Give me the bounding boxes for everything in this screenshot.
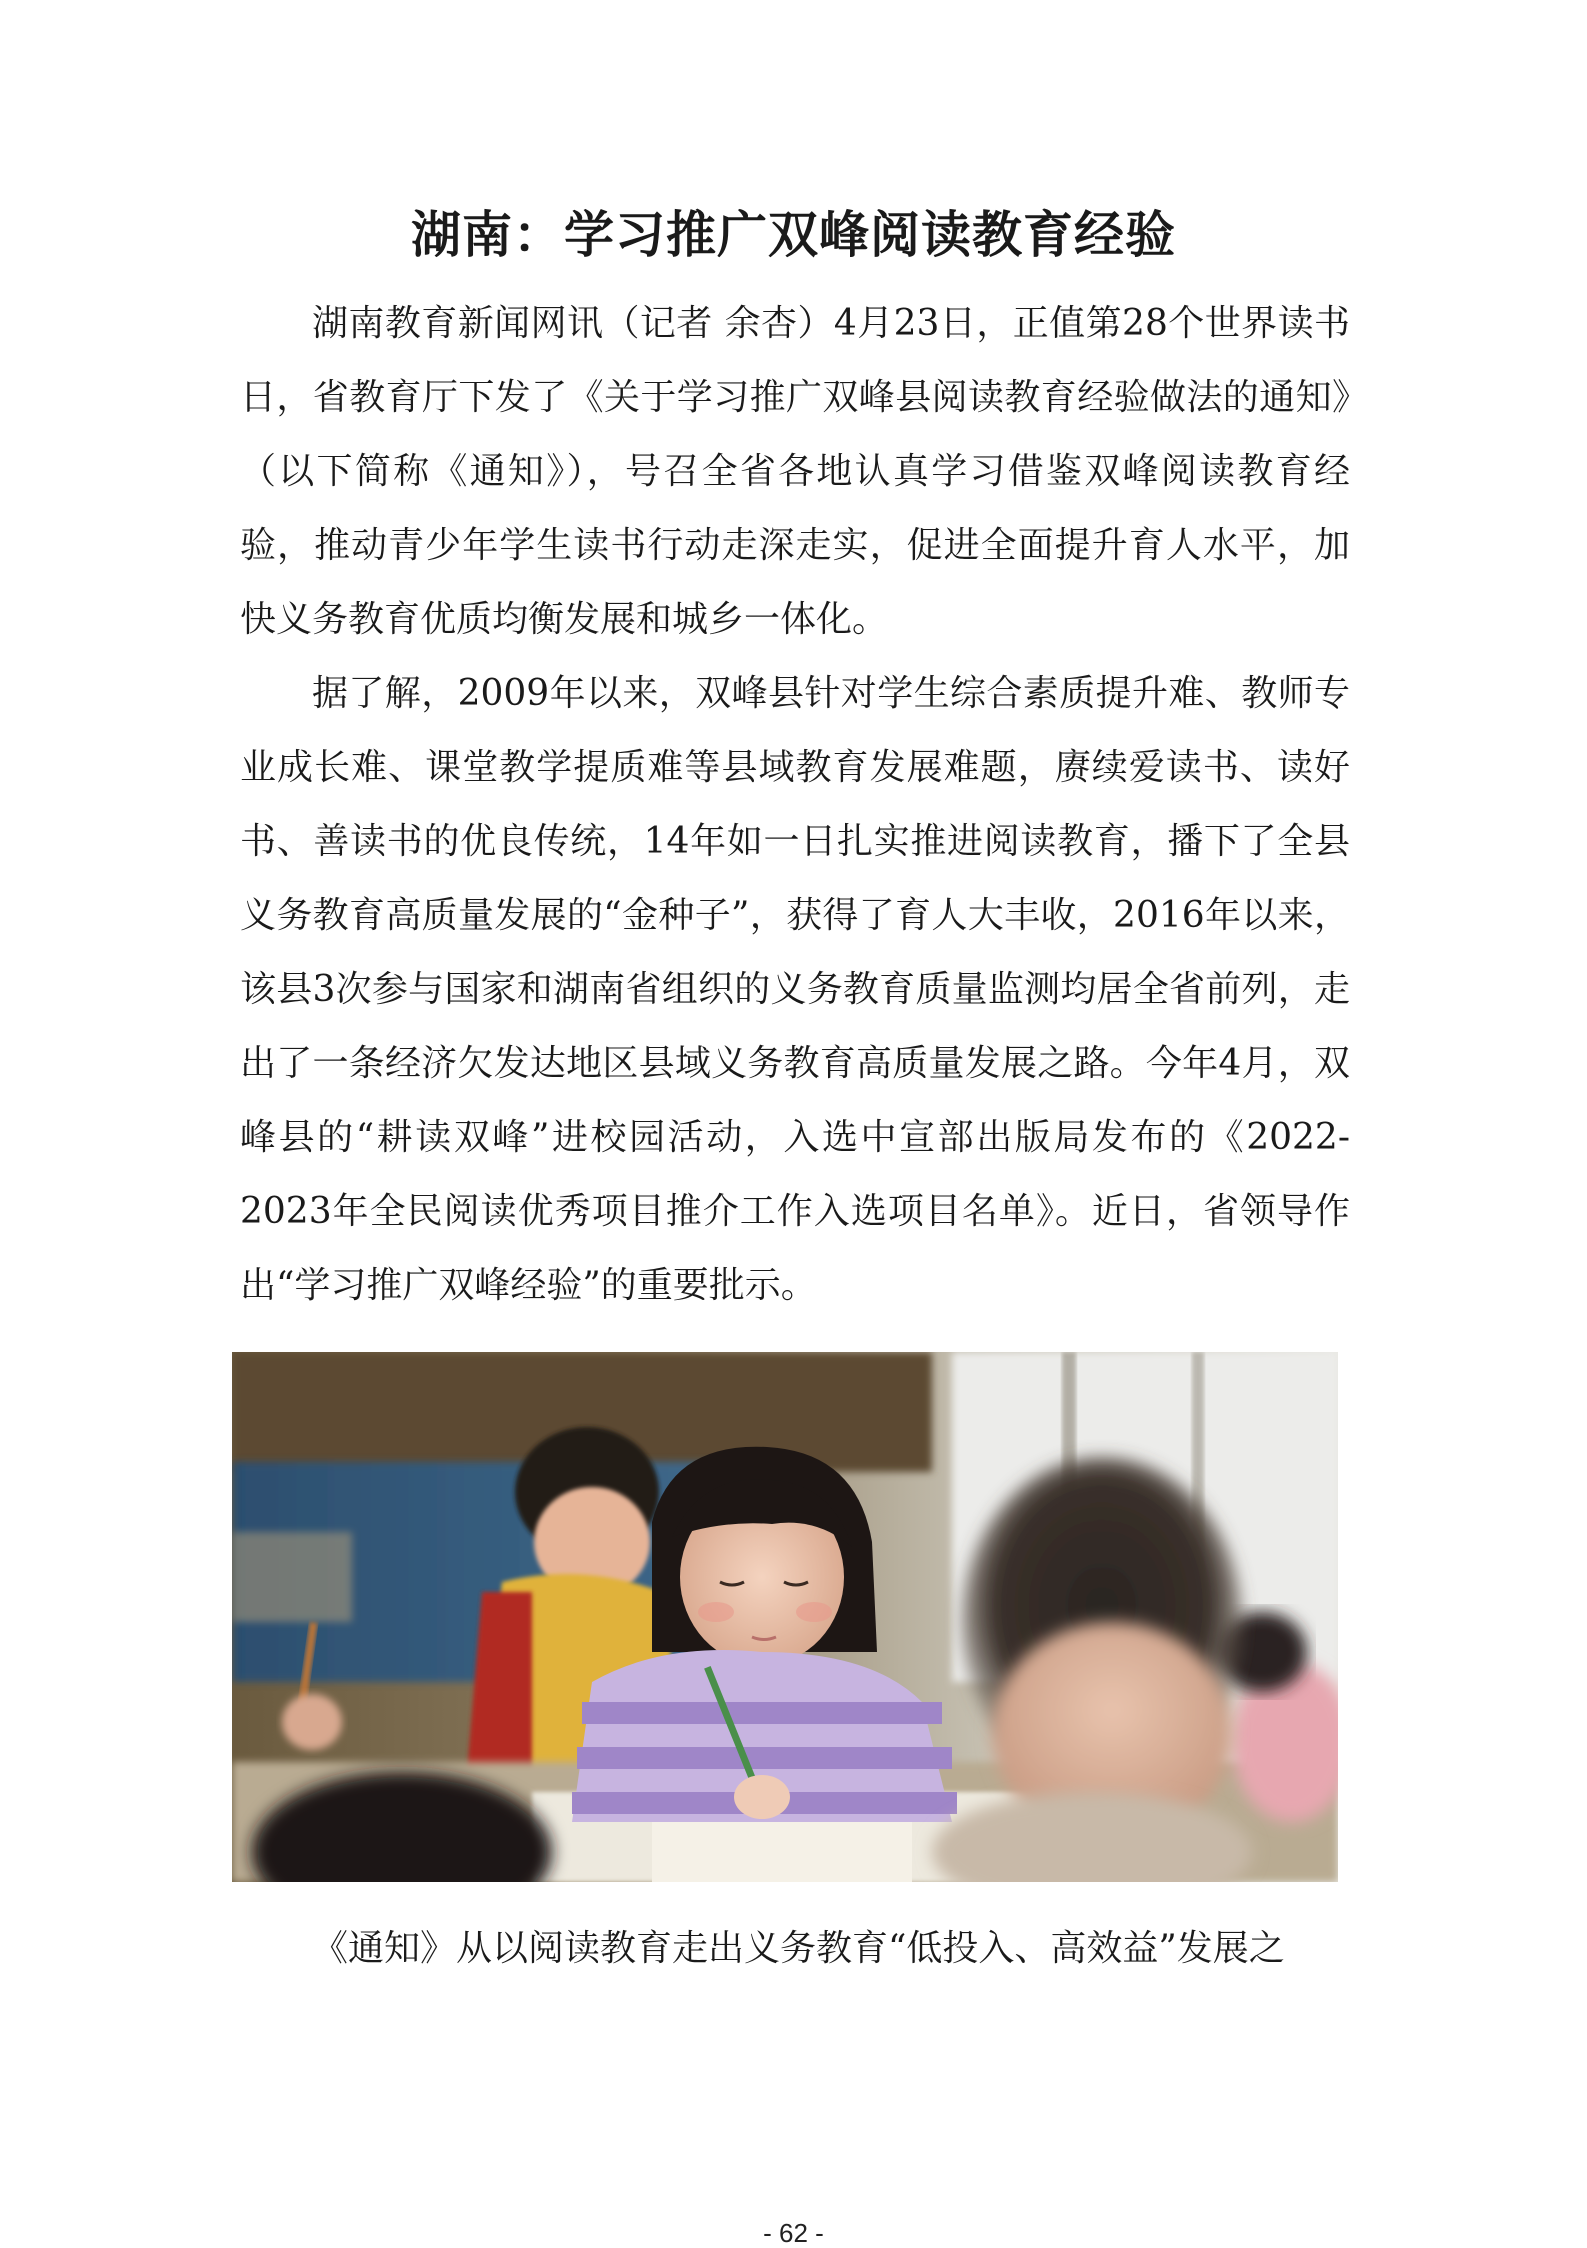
page-number: - 62 - [763, 2218, 824, 2248]
article-body-continued [240, 1912, 1350, 1986]
page-title: 湖南：学习推广双峰阅读教育经验 [411, 206, 1176, 264]
paragraph-notice: 《通知》从以阅读教育走出义务教育“低投入、高效益”发展之 [312, 1928, 1285, 1969]
paragraph-background: 据了解，2009年以来，双峰县针对学生综合素质提升难、教师专业成长难、课堂教学提质难等县域教育发展难题，赓续爱读书、读好书、善读书的优良传统，14年如一日扎实推进阅读教育，播下了全县义务教育高质量发展的“金种子”，获得了育人大丰收，2016年以来，该县3次参与国家和湖南省组织的义务教育质量监测均居全省前列，走出了一条经济欠发达地区县域义务教育高质量发展之路。今年4月，双峰县的“耕读双峰”进校园活动，入选中宣部出版局发布的《2022-2023年全民阅读优秀项目推介工作入选项目名单》。近日，省领导作出“学习推广双峰经验”的重要批示。 [240, 673, 1350, 1306]
paragraph-intro: 湖南教育新闻网讯（记者 余杏）4月23日，正值第28个世界读书日，省教育厅下发了《关于学习推广双峰县阅读教育经验做法的通知》（以下简称《通知》），号召全省各地认真学习借鉴双峰阅读教育经验，推动青少年学生读书行动走深走实，促进全面提升育人水平，加快义务教育优质均衡发展和城乡一体化。 [240, 303, 1350, 640]
article-body [240, 287, 1350, 1323]
classroom-photo [232, 1352, 1338, 1882]
